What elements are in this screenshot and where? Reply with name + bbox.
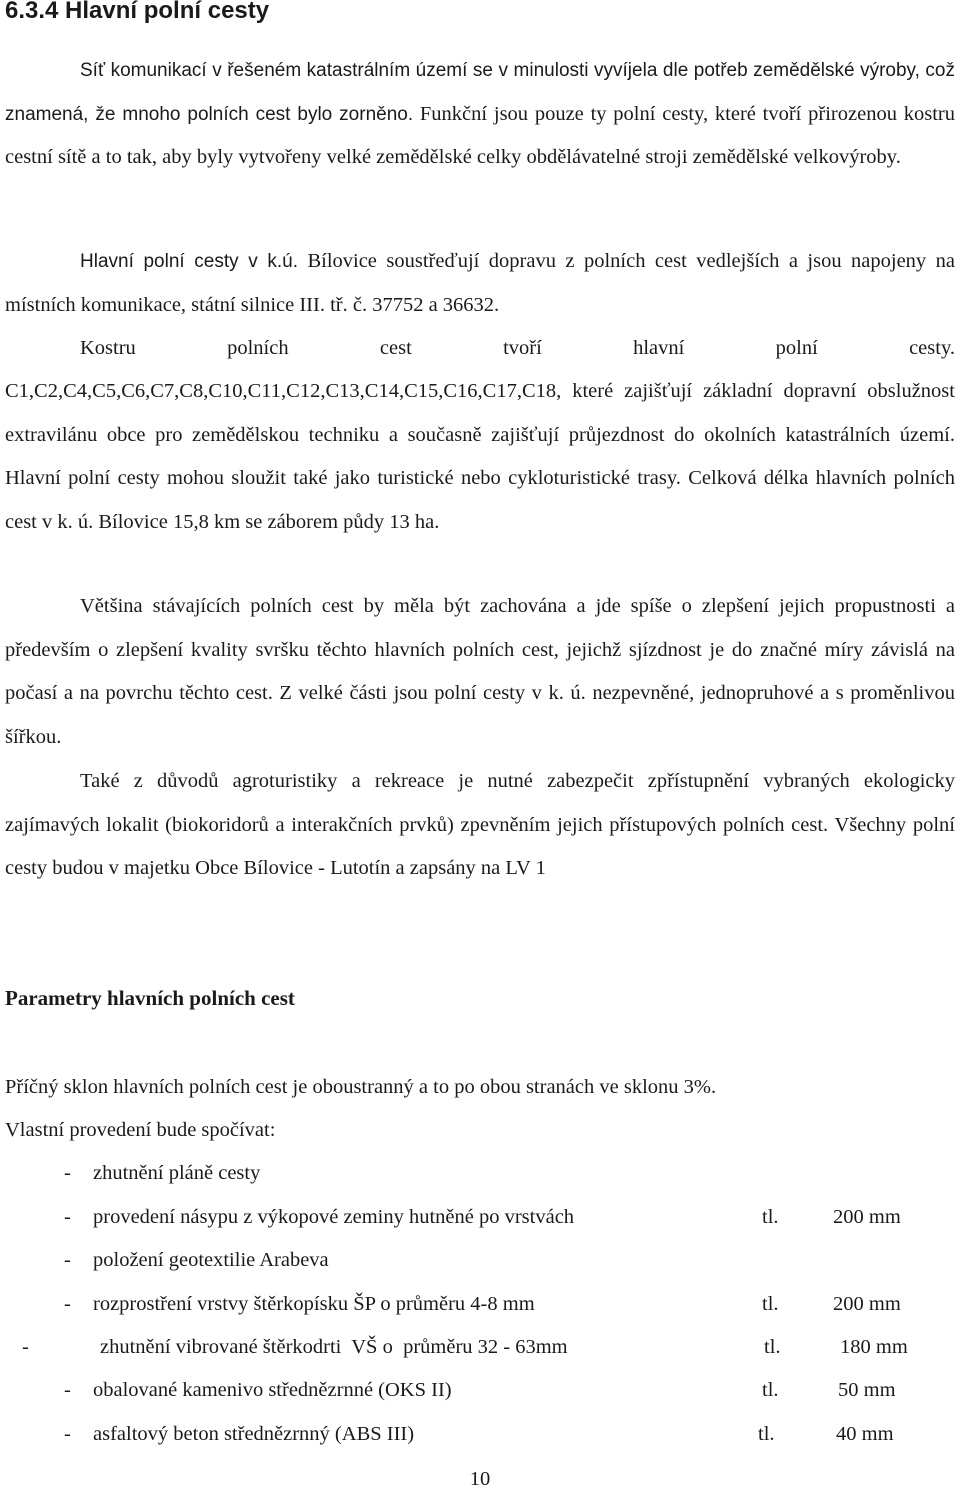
list-item-text: položení geotextilie Arabeva	[93, 1249, 329, 1271]
list-item-thickness-value: 40 mm	[836, 1423, 894, 1445]
list-item	[0, 1245, 960, 1275]
paragraph-agrotourism: Také z důvodů agroturistiky a rekreace je nutné zabezpečit zpřístupnění vybraných ekologicky zajímavých lokalit (biokoridorů a interakčních prvků) zpevněním jejich přístupových polních cest. Všechny polní cesty budou v majetku Obce Bílovice - Lutotín a zapsány na LV 1	[5, 770, 955, 880]
list-dash: -	[64, 1293, 71, 1315]
list-dash: -	[64, 1162, 71, 1184]
paragraph-main-roads-serif: Bílovice soustřeďují dopravu z polních cest vedlejších a jsou napojeny na místních komunikace, státní silnice III. tř. č. 37752 a 36632.	[5, 250, 955, 316]
section-heading: 6.3.4 Hlavní polní cesty	[5, 0, 270, 24]
parameters-heading: Parametry hlavních polních cest	[5, 986, 295, 1010]
list-item-thickness-value: 200 mm	[833, 1206, 901, 1228]
list-item-text: rozprostření vrstvy štěrkopísku ŠP o průměru 4-8 mm	[93, 1293, 535, 1315]
list-item-text: asfaltový beton střednězrnný (ABS III)	[93, 1423, 415, 1445]
list-item-thickness-label: tl.	[762, 1379, 779, 1401]
paragraph-road-network-sans: Síť komunikací v řešeném katastrálním území se v minulosti vyvíjela dle potřeb zemědělské výroby, což znamená, že mnoho polních cest bylo zorněno.	[5, 60, 955, 125]
paragraph-main-roads	[5, 240, 955, 327]
list-item	[0, 1289, 960, 1319]
list-dash: -	[64, 1249, 71, 1271]
list-item	[0, 1202, 960, 1232]
list-item-thickness-value: 200 mm	[833, 1293, 901, 1315]
paragraph-main-roads-sans: Hlavní polní cesty v k.ú.	[80, 251, 298, 272]
list-dash: -	[22, 1336, 29, 1358]
list-item-thickness-label: tl.	[762, 1293, 779, 1315]
list-item	[0, 1419, 960, 1449]
list-item-thickness-label: tl.	[758, 1423, 775, 1445]
paragraph-backbone: C1,C2,C4,C5,C6,C7,C8,C10,C11,C12,C13,C14,C15,C16,C17,C18, které zajišťují základní dopravní obslužnost extravilánu obce pro zemědělskou techniku a současně zajišťují průjezdnost do okolních katastrálních území. Hlavní polní cesty mohou sloužit také jako turistické nebo cykloturistické trasy. Celková délka hlavních polních cest v k. ú. Bílovice 15,8 km se záborem půdy 13 ha.	[5, 380, 955, 533]
list-item	[0, 1332, 960, 1362]
list-dash: -	[64, 1206, 71, 1228]
list-item-text: provedení násypu z výkopové zeminy hutněné po vrstvách	[93, 1206, 575, 1228]
list-item	[0, 1375, 960, 1405]
list-dash: -	[64, 1423, 71, 1445]
list-item-text: zhutnění vibrované štěrkodrti VŠ o průměru 32 - 63mm	[100, 1336, 568, 1358]
paragraph-road-network-serif: Funkční jsou pouze ty polní cesty, které tvoří přirozenou kostru cestní sítě a to tak, aby byly vytvořeny velké zemědělské celky obdělávatelné stroji zemědělské velkovýroby.	[5, 102, 955, 169]
list-dash: -	[64, 1379, 71, 1401]
list-item-text: zhutnění pláně cesty	[93, 1162, 261, 1184]
list-item-thickness-label: tl.	[762, 1206, 779, 1228]
list-item-thickness-value: 50 mm	[838, 1379, 896, 1401]
list-item-text: obalované kamenivo střednězrnné (OKS II)	[93, 1379, 452, 1401]
paragraph-backbone-first-line: Kostru polních cest tvoří hlavní polní cesty.	[80, 337, 955, 359]
slope-line: Příčný sklon hlavních polních cest je oboustranný a to po obou stranách ve sklonu 3%.	[5, 1076, 717, 1098]
paragraph-road-network	[5, 49, 955, 180]
list-item-thickness-value: 180 mm	[840, 1336, 908, 1358]
execution-line: Vlastní provedení bude spočívat:	[5, 1119, 276, 1141]
list-item	[0, 1158, 960, 1188]
paragraph-preservation: Většina stávajících polních cest by měla být zachována a jde spíše o zlepšení jejich propustnosti a především o zlepšení kvality svršku těchto hlavních polních cest, jejichž sjízdnost je do značné míry závislá na počasí a na povrchu těchto cest. Z velké části jsou polní cesty v k. ú. nezpevněné, jednopruhové a s proměnlivou šířkou.	[5, 595, 955, 748]
page-number: 10	[469, 1468, 491, 1490]
list-item-thickness-label: tl.	[764, 1336, 781, 1358]
